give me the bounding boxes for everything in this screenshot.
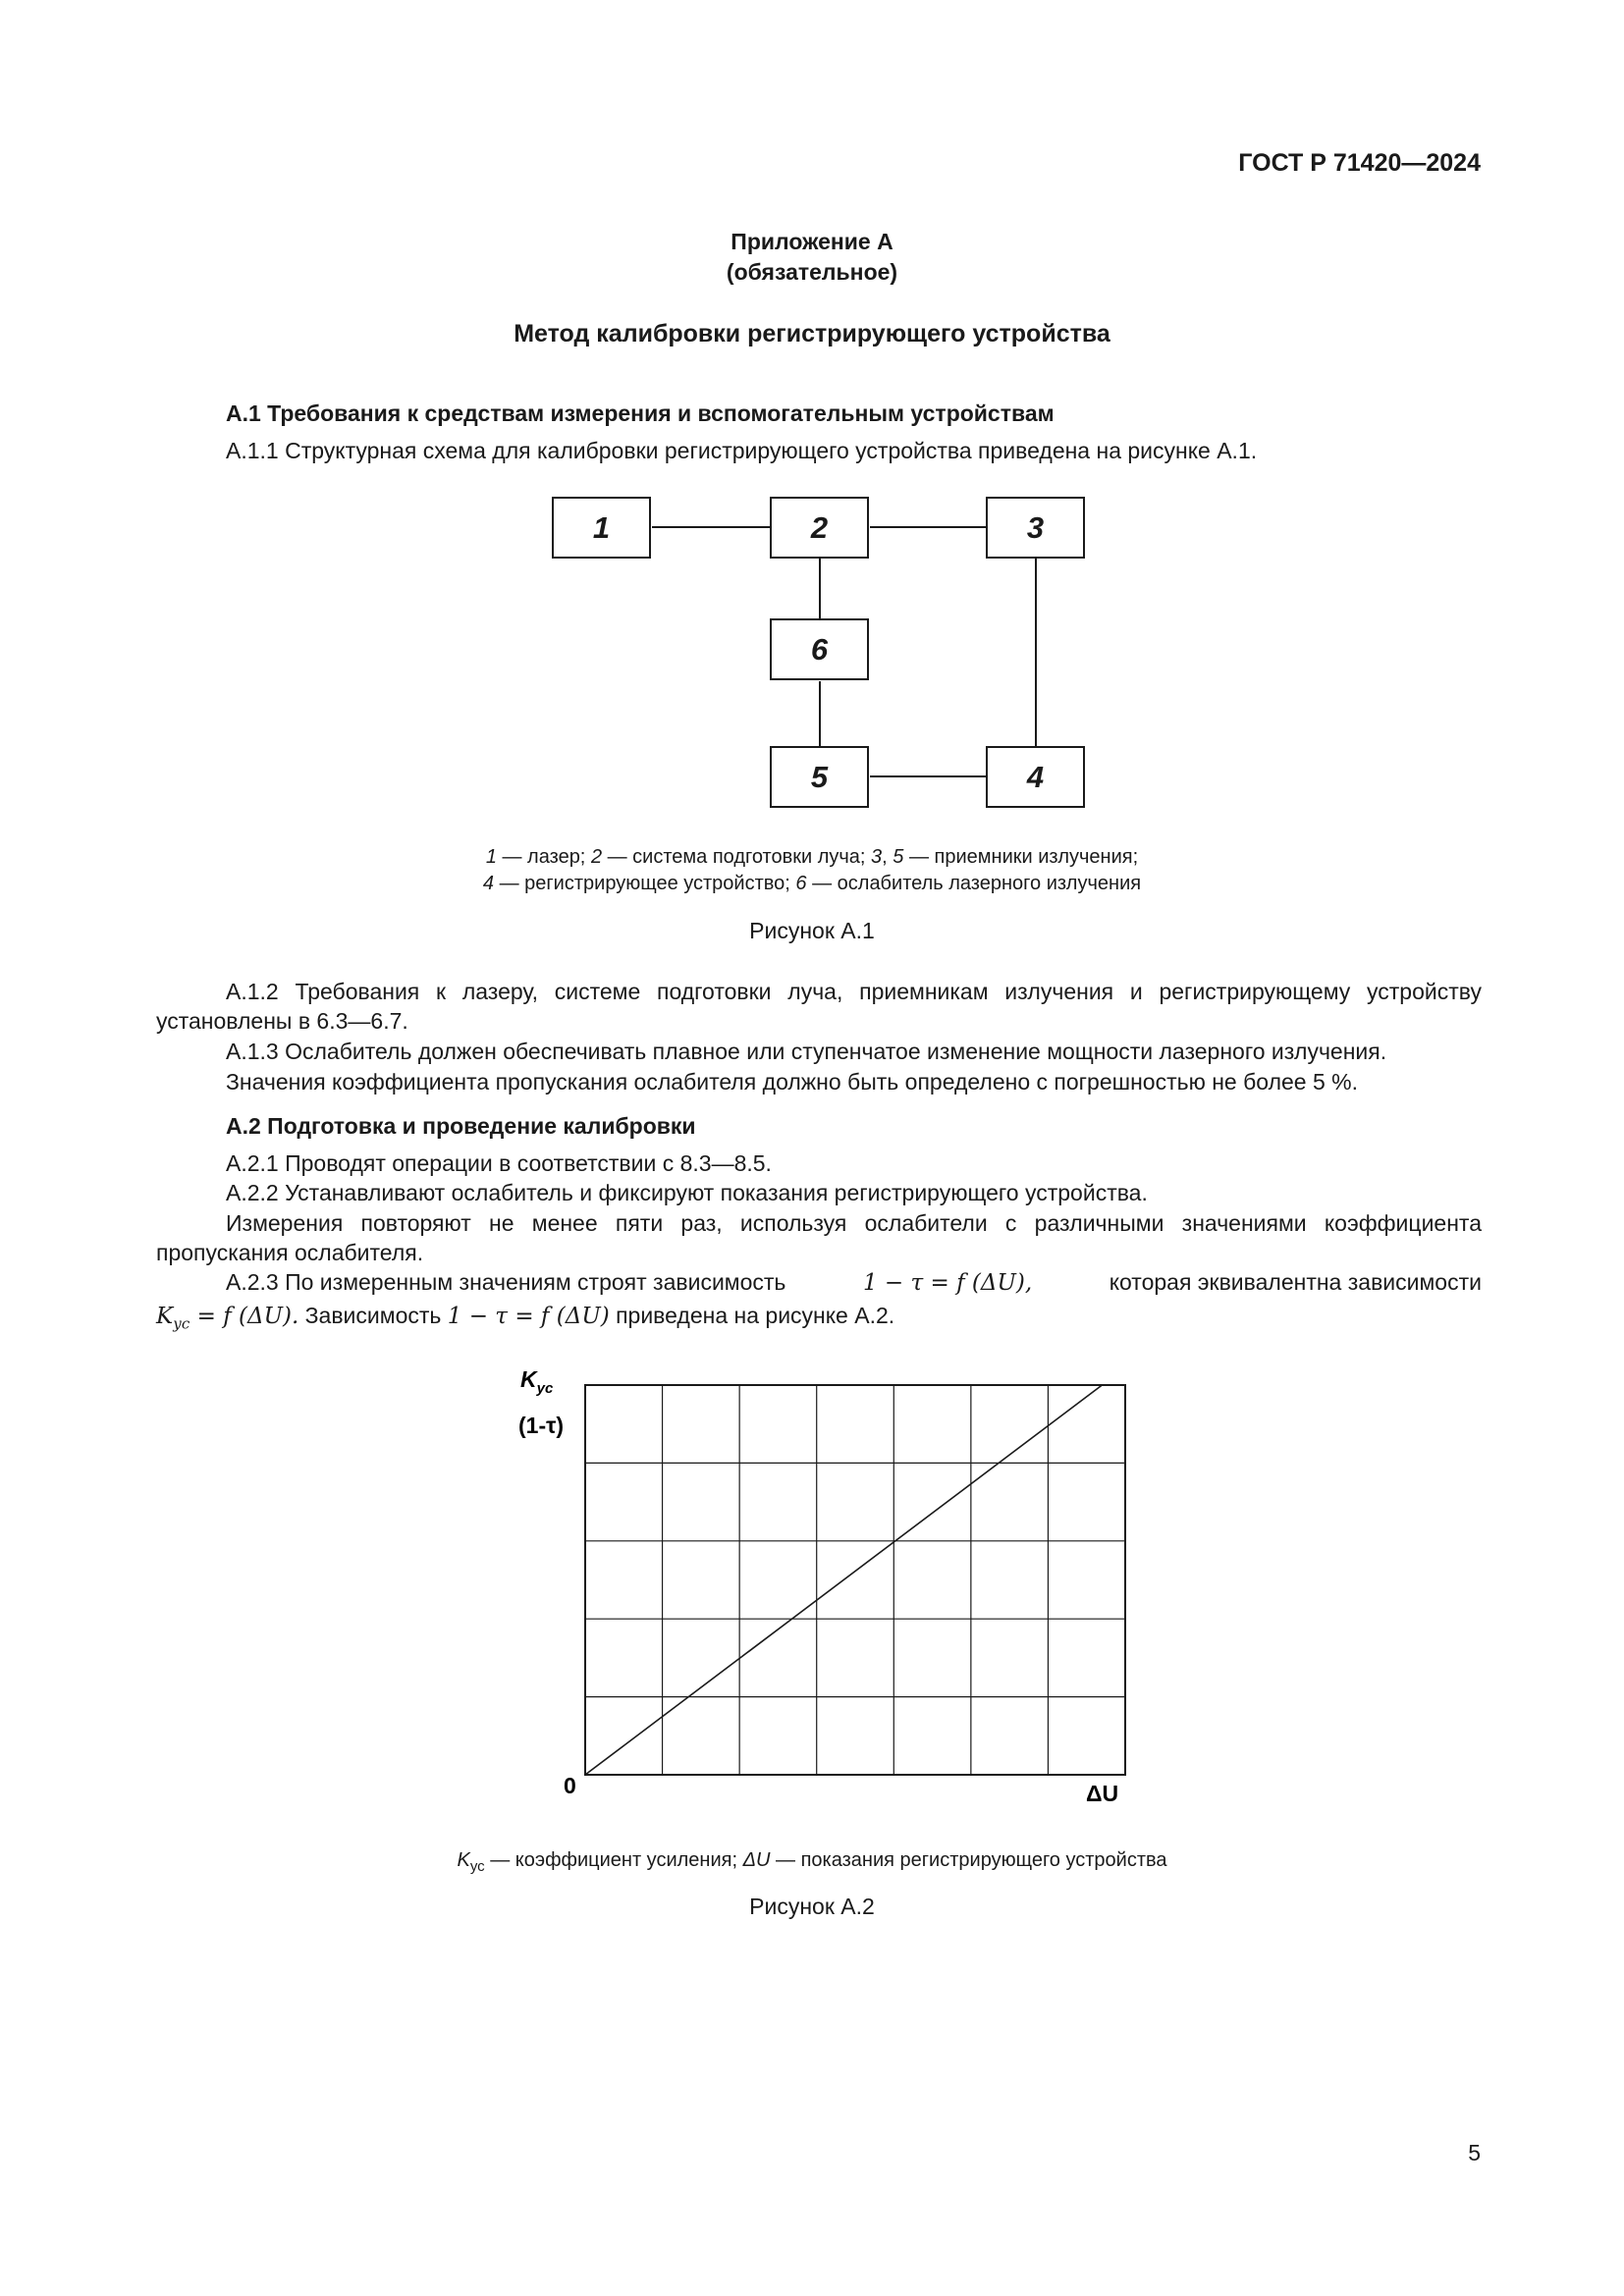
connector-2-3 <box>870 526 986 528</box>
paragraph-a22b-line1: Измерения повторяют не менее пяти раз, используя ослабители с различными значениями коэффициента <box>226 1210 1482 1236</box>
y-axis-symbol: K <box>520 1366 537 1392</box>
formula-rest: = f (ΔU). <box>189 1304 299 1329</box>
legend-symbol: ΔU <box>742 1849 771 1871</box>
legend-num: 5 <box>893 846 904 868</box>
text-run: которая эквивалентна зависимости <box>1109 1269 1482 1295</box>
legend-text: — лазер; <box>496 846 591 868</box>
figure-a1-legend <box>0 844 1624 897</box>
block-2-beam-system: 2 <box>770 497 869 559</box>
legend-num: 1 <box>485 846 497 868</box>
block-6-attenuator: 6 <box>770 618 869 680</box>
paragraph-a12-line2: установлены в 6.3—6.7. <box>156 1008 408 1034</box>
y-axis-label <box>520 1366 554 1397</box>
chart-grid <box>585 1385 1125 1775</box>
block-4-recorder: 4 <box>986 746 1085 808</box>
figure-a2-caption: Рисунок А.2 <box>749 1894 875 1919</box>
legend-num: 4 <box>482 873 495 894</box>
paragraph-a23-line1 <box>226 1267 1482 1298</box>
appendix-heading <box>0 227 1624 288</box>
block-3-receiver: 3 <box>986 497 1085 559</box>
text-run: Зависимость <box>298 1303 448 1328</box>
formula-subscript: ус <box>173 1314 190 1333</box>
figure-a2-legend <box>0 1847 1624 1880</box>
legend-num: 6 <box>795 873 807 894</box>
figure-a2-chart <box>491 1355 1178 1816</box>
x-axis-label: ΔU <box>1086 1781 1119 1806</box>
plot-frame <box>585 1385 1125 1775</box>
connector-1-2 <box>652 526 770 528</box>
connector-6-5 <box>819 681 821 746</box>
y-axis-alt-label: (1-τ) <box>518 1413 565 1438</box>
paragraph-a21: А.2.1 Проводят операции в соответствии с 8.3—8.5. <box>226 1150 772 1176</box>
legend-symbol: K <box>457 1849 470 1871</box>
appendix-title: Приложение А <box>731 229 893 254</box>
connector-2-6 <box>819 558 821 618</box>
legend-text: — показания регистрирующего устройства <box>770 1849 1167 1871</box>
page-title: Метод калибровки регистрирующего устройства <box>514 320 1110 347</box>
paragraph-a22b-line2: пропускания ослабителя. <box>156 1240 424 1265</box>
y-axis-subscript: ус <box>536 1380 554 1397</box>
origin-label: 0 <box>564 1773 576 1798</box>
paragraph-a11: А.1.1 Структурная схема для калибровки регистрирующего устройства приведена на рисунке А.1. <box>226 438 1258 463</box>
block-1-laser: 1 <box>552 497 651 559</box>
legend-text: — регистрирующее устройство; <box>494 873 796 894</box>
text-run: приведена на рисунке А.2. <box>609 1303 895 1328</box>
legend-text: — ослабитель лазерного излучения <box>806 873 1142 894</box>
formula-inline: 1 − τ = f (ΔU) <box>447 1304 610 1329</box>
legend-text: — система подготовки луча; <box>602 846 872 868</box>
legend-subscript: ус <box>469 1858 485 1875</box>
paragraph-a12-line1: А.1.2 Требования к лазеру, системе подготовки луча, приемникам излучения и регистрирующему устройству <box>226 979 1482 1004</box>
document-code: ГОСТ Р 71420—2024 <box>1238 149 1481 177</box>
text-run: А.2.3 По измеренным значениям строят зависимость <box>226 1269 786 1295</box>
connector-3-4 <box>1035 558 1037 746</box>
formula-inline <box>156 1304 299 1333</box>
legend-num: 2 <box>590 846 603 868</box>
formula-symbol: K <box>156 1304 174 1329</box>
block-5-receiver: 5 <box>770 746 869 808</box>
connector-5-4 <box>870 775 986 777</box>
legend-line-2 <box>0 871 1624 897</box>
legend-num: 3 <box>871 846 883 868</box>
legend-line-1 <box>0 844 1624 871</box>
paragraph-a13-line2: Значения коэффициента пропускания ослабителя должно быть определено с погрешностью не более 5 %. <box>226 1069 1358 1095</box>
appendix-status: (обязательное) <box>726 259 898 285</box>
legend-text: , <box>882 846 893 868</box>
paragraph-a23-line2 <box>156 1301 894 1339</box>
paragraph-a13-line1: А.1.3 Ослабитель должен обеспечивать плавное или ступенчатое изменение мощности лазерного излучения. <box>226 1039 1387 1064</box>
legend-text: — приемники излучения; <box>903 846 1139 868</box>
figure-a1-caption: Рисунок А.1 <box>749 918 875 943</box>
legend-text: — коэффициент усиления; <box>484 1849 743 1871</box>
section-a1-heading: А.1 Требования к средствам измерения и вспомогательным устройствам <box>226 400 1055 426</box>
page-number: 5 <box>1468 2140 1481 2165</box>
paragraph-a22: А.2.2 Устанавливают ослабитель и фиксируют показания регистрирующего устройства. <box>226 1180 1148 1205</box>
section-a2-heading: А.2 Подготовка и проведение калибровки <box>226 1113 696 1139</box>
formula-inline: 1 − τ = f (ΔU), <box>862 1270 1033 1296</box>
